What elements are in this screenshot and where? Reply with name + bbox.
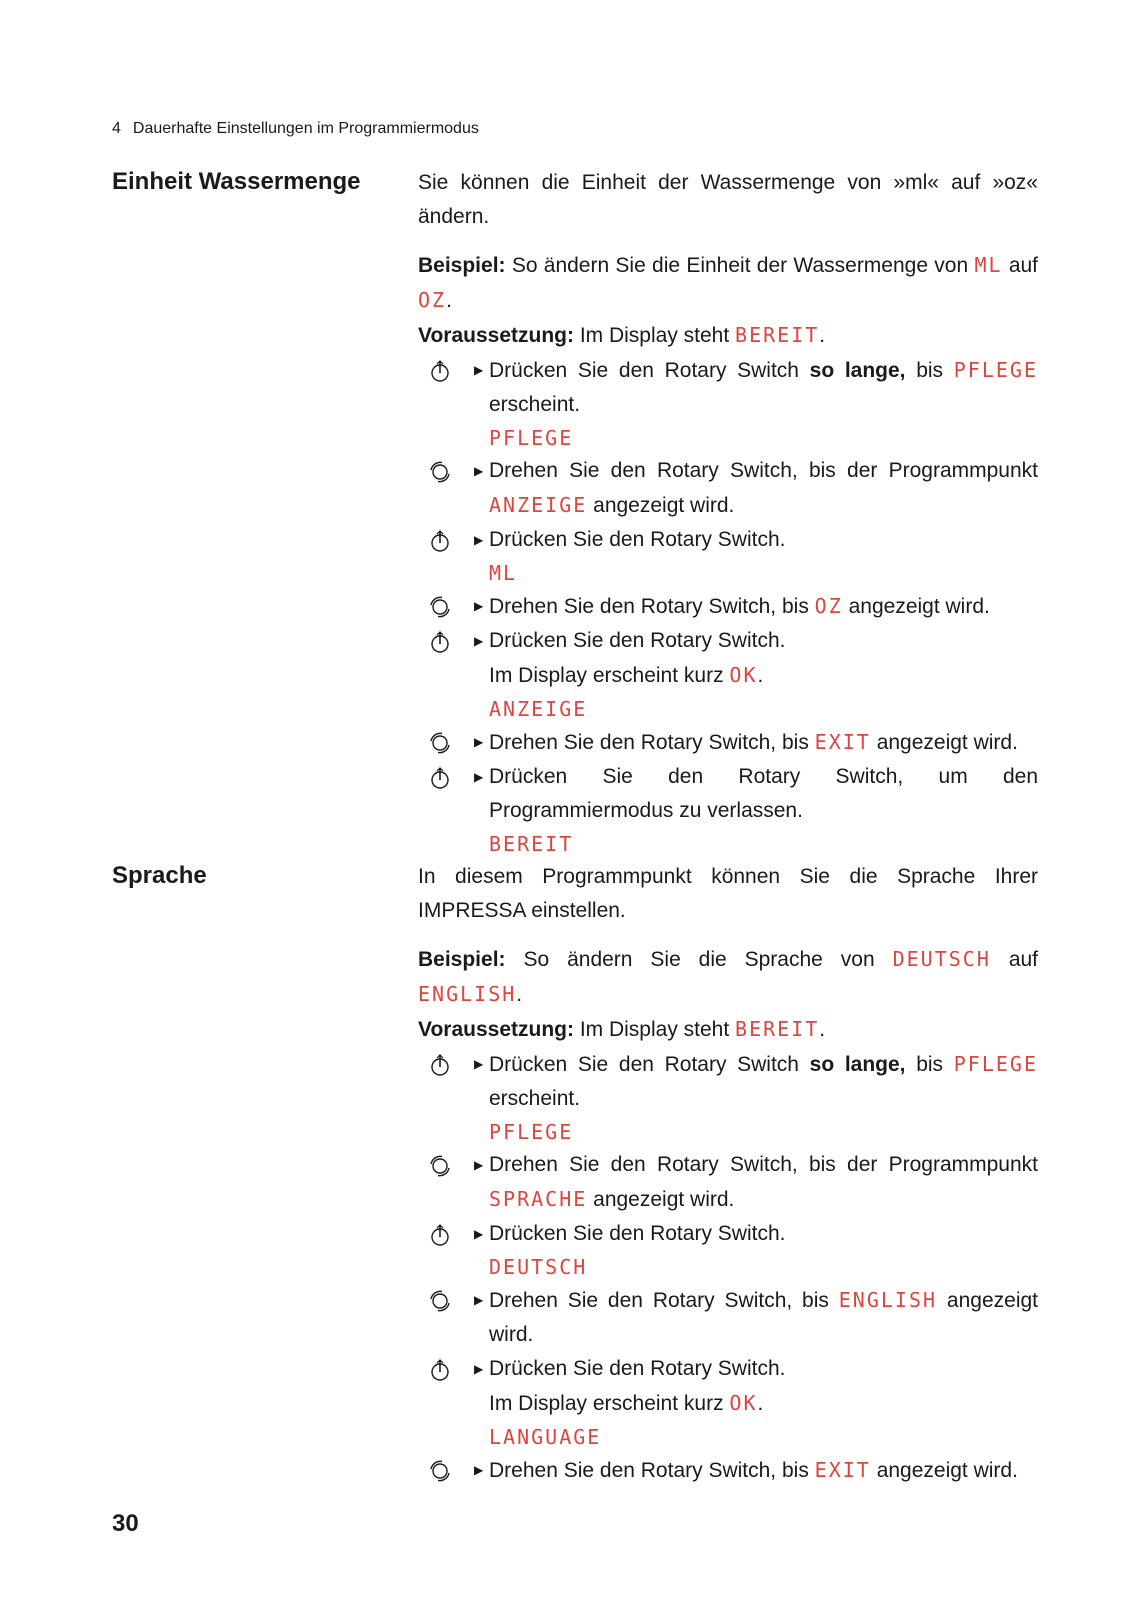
step-turn: ▶ Drehen Sie den Rotary Switch, bis der Programmpunkt ANZEIGE angezeigt wird. [418,454,1038,523]
step-turn: ▶ Drehen Sie den Rotary Switch, bis EXIT angezeigt wird. [418,725,1038,760]
display-readout: DEUTSCH [489,1255,588,1279]
voraussetzung-line: Voraussetzung: Im Display steht BEREIT. [418,323,826,347]
page-number: 30 [112,1510,139,1537]
display-readout: PFLEGE [489,426,574,450]
bullet-arrow-icon: ▶ [474,735,484,749]
press-knob-icon [428,630,452,654]
step-turn: ▶ Drehen Sie den Rotary Switch, bis EXIT angezeigt wird. [418,1453,1038,1488]
bullet-arrow-icon: ▶ [474,1463,484,1477]
bullet-arrow-icon: ▶ [474,599,484,613]
step-press: ▶ Drücken Sie den Rotary Switch so lange, bis PFLEGE erscheint. [418,1047,1038,1116]
section-title-sprache: Sprache [112,862,207,889]
chapter-number: 4 [112,120,121,137]
intro-text: In diesem Programmpunkt können Sie die Sprache Ihrer IMPRESSA einstellen. [418,865,1038,922]
bullet-arrow-icon: ▶ [474,1362,484,1376]
chapter-title: Dauerhafte Einstellungen im Programmiermodus [132,120,479,137]
bullet-arrow-icon: ▶ [474,634,484,648]
bullet-arrow-icon: ▶ [474,1158,484,1172]
step-press: ▶ Drücken Sie den Rotary Switch. [418,1217,1038,1251]
press-knob-icon [428,1053,452,1077]
step-press: ▶ Drücken Sie den Rotary Switch so lange, bis PFLEGE erscheint. [418,353,1038,422]
voraussetzung-line: Voraussetzung: Im Display steht BEREIT. [418,1017,826,1041]
bullet-arrow-icon: ▶ [474,1293,484,1307]
beispiel-line: Beispiel: So ändern Sie die Einheit der Wassermenge von ML auf OZ. [418,253,1039,312]
step-turn: ▶ Drehen Sie den Rotary Switch, bis der Programmpunkt SPRACHE angezeigt wird. [418,1148,1038,1217]
bullet-arrow-icon: ▶ [474,533,484,547]
step-turn: ▶ Drehen Sie den Rotary Switch, bis ENGLISH angezeigt wird. [418,1283,1038,1352]
lcd-value: ENGLISH [418,982,517,1006]
step-press: ▶ Drücken Sie den Rotary Switch. Im Display erscheint kurz OK. [418,1352,1038,1421]
bullet-arrow-icon: ▶ [474,363,484,377]
lcd-value: BEREIT [735,1017,820,1041]
rotate-knob-icon [428,731,452,755]
bullet-arrow-icon: ▶ [474,1227,484,1241]
section-wassermenge-content [418,166,1038,860]
press-knob-icon [428,1358,452,1382]
lcd-value: OZ [418,288,447,312]
bullet-arrow-icon: ▶ [474,770,484,784]
intro-text: Sie können die Einheit der Wassermenge von »ml« auf »oz« ändern. [418,171,1038,228]
page-header [112,120,479,138]
press-knob-icon [428,359,452,383]
display-readout: PFLEGE [489,1120,574,1144]
rotate-knob-icon [428,1289,452,1313]
step-turn: ▶ Drehen Sie den Rotary Switch, bis OZ angezeigt wird. [418,589,1038,624]
rotate-knob-icon [428,595,452,619]
lcd-value: DEUTSCH [892,947,991,971]
step-press: ▶ Drücken Sie den Rotary Switch. Im Display erscheint kurz OK. [418,624,1038,693]
rotate-knob-icon [428,1154,452,1178]
rotate-knob-icon [428,1459,452,1483]
display-readout: ML [489,561,518,585]
display-readout: LANGUAGE [489,1425,602,1449]
step-press: ▶ Drücken Sie den Rotary Switch, um den Programmiermodus zu verlassen. [418,760,1038,828]
press-knob-icon [428,529,452,553]
display-readout: ANZEIGE [489,697,588,721]
press-knob-icon [428,766,452,790]
lcd-value: ML [974,253,1003,277]
step-press: ▶ Drücken Sie den Rotary Switch. [418,523,1038,557]
beispiel-line: Beispiel: So ändern Sie die Sprache von DEUTSCH auf ENGLISH. [418,947,1039,1006]
bullet-arrow-icon: ▶ [474,464,484,478]
section-sprache-content [418,860,1038,1488]
section-title-wassermenge: Einheit Wassermenge [112,168,361,195]
press-knob-icon [428,1223,452,1247]
rotate-knob-icon [428,460,452,484]
display-readout: BEREIT [489,832,574,856]
lcd-value: BEREIT [735,323,820,347]
bullet-arrow-icon: ▶ [474,1057,484,1071]
